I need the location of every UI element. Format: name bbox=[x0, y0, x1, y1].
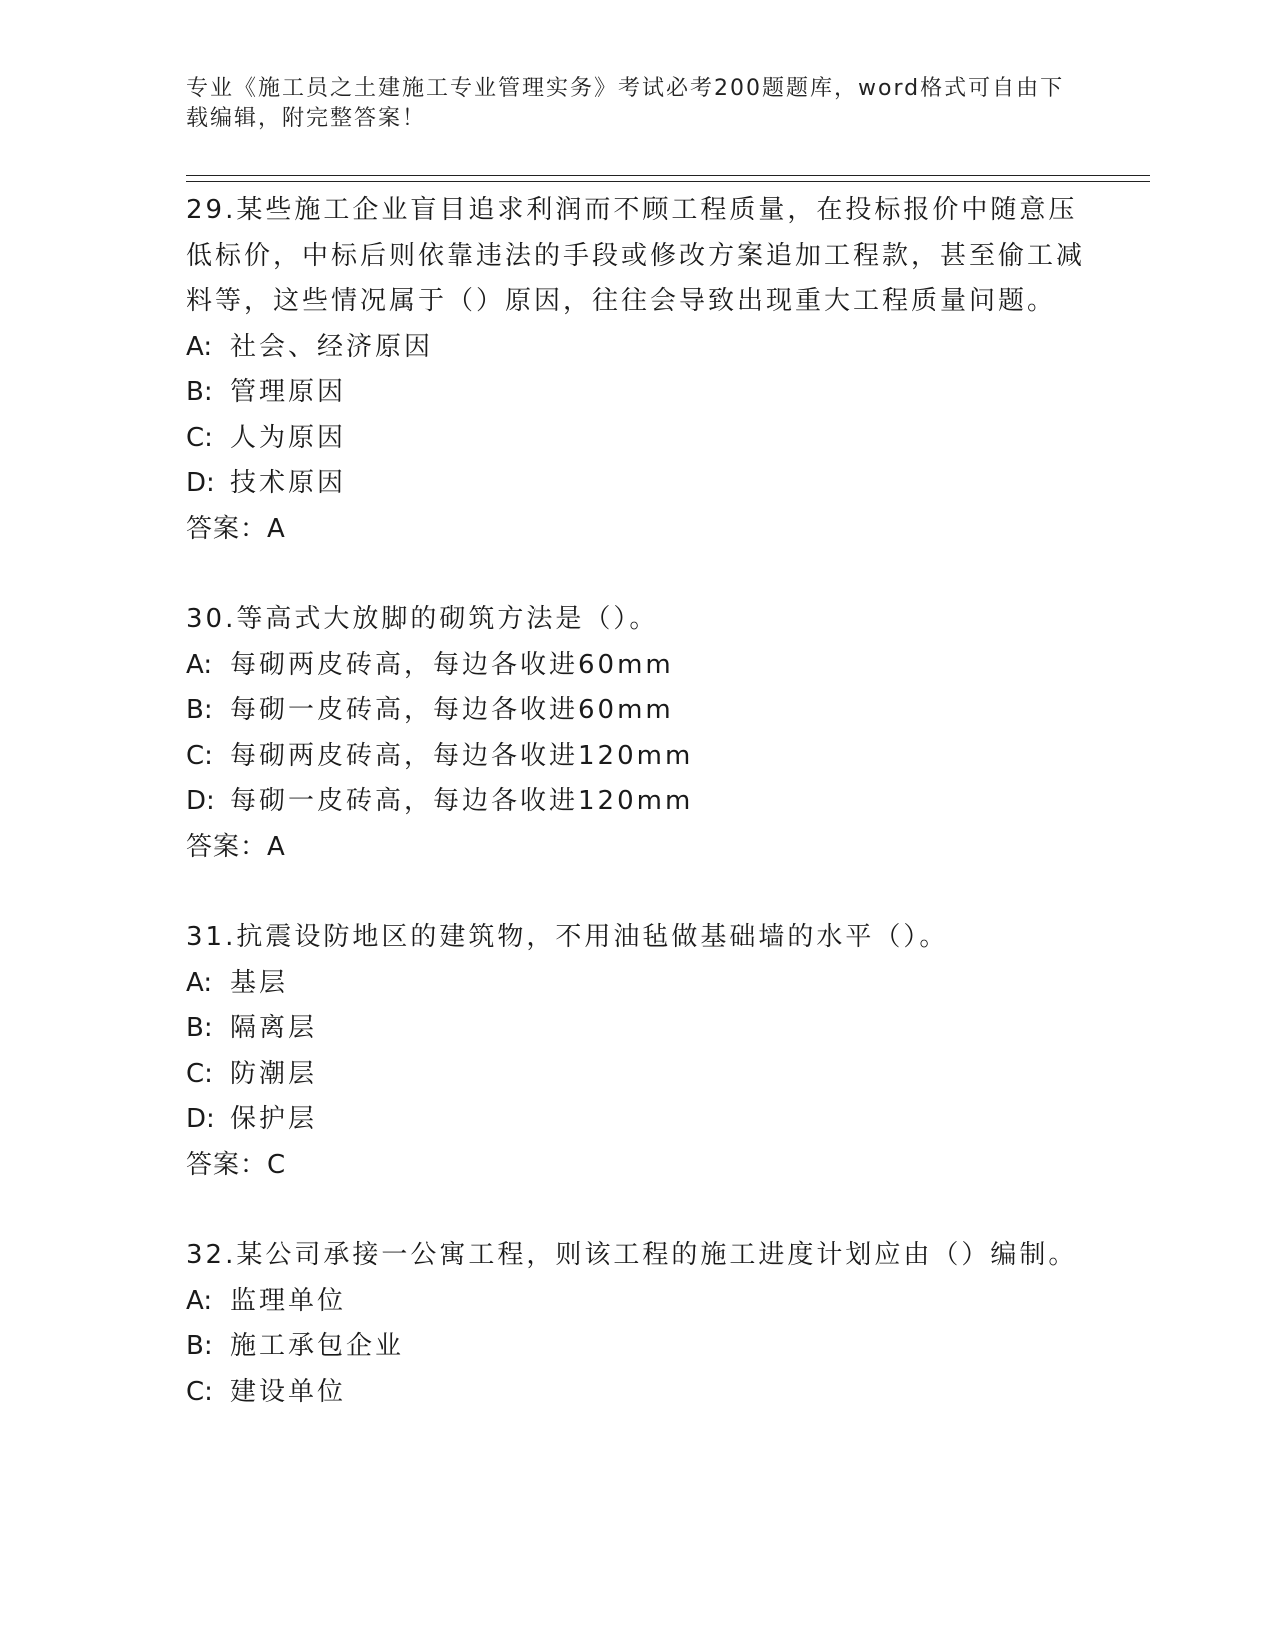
question-stem: 29.某些施工企业盲目追求利润而不顾工程质量，在投标报价中随意压低标价，中标后则依靠违法的手段或修改方案追加工程款，甚至偷工减料等，这些情况属于（）原因，往往会导致出现重大工程质量问题。 bbox=[186, 195, 1086, 316]
option-letter: B: bbox=[186, 377, 213, 407]
option-text: 防潮层 bbox=[230, 1058, 318, 1089]
answer-line: 答案：C bbox=[186, 1149, 287, 1180]
option-letter: C: bbox=[186, 1058, 213, 1089]
option-letter: D: bbox=[186, 468, 215, 498]
option-text: 社会、经济原因 bbox=[230, 331, 434, 362]
option-text: 管理原因 bbox=[230, 377, 347, 407]
option-d bbox=[186, 779, 1086, 825]
question-list bbox=[186, 188, 1086, 1415]
option-text: 基层 bbox=[230, 967, 289, 998]
option-letter: B: bbox=[186, 1331, 213, 1361]
option-a bbox=[186, 961, 1086, 1007]
answer-line: 答案：A bbox=[186, 513, 286, 544]
option-c bbox=[186, 416, 1086, 462]
question-stem: 30.等高式大放脚的砌筑方法是（）。 bbox=[186, 604, 659, 634]
option-text: 每砌一皮砖高，每边各收进120mm bbox=[230, 786, 694, 816]
option-letter: A: bbox=[186, 649, 213, 680]
option-text: 每砌两皮砖高，每边各收进120mm bbox=[230, 740, 694, 771]
option-b bbox=[186, 370, 1086, 416]
option-letter: D: bbox=[186, 1104, 215, 1134]
header-rule-bottom bbox=[186, 181, 1150, 182]
option-b bbox=[186, 1324, 1086, 1370]
option-letter: A: bbox=[186, 967, 213, 998]
option-text: 隔离层 bbox=[230, 1013, 318, 1043]
option-letter: A: bbox=[186, 1285, 213, 1316]
option-c bbox=[186, 1370, 1086, 1416]
option-letter: D: bbox=[186, 786, 215, 816]
question-item bbox=[186, 915, 1086, 1188]
option-letter: C: bbox=[186, 1376, 213, 1407]
option-d bbox=[186, 461, 1086, 507]
option-letter: C: bbox=[186, 422, 213, 453]
question-item bbox=[186, 188, 1086, 552]
option-letter: C: bbox=[186, 740, 213, 771]
option-letter: B: bbox=[186, 695, 213, 725]
option-c bbox=[186, 734, 1086, 780]
option-d bbox=[186, 1097, 1086, 1143]
header-rule-top bbox=[186, 175, 1150, 176]
option-text: 保护层 bbox=[230, 1104, 318, 1134]
question-item bbox=[186, 1233, 1086, 1415]
option-text: 每砌一皮砖高，每边各收进60mm bbox=[230, 695, 674, 725]
question-stem: 32.某公司承接一公寓工程，则该工程的施工进度计划应由（）编制。 bbox=[186, 1240, 1078, 1270]
option-text: 每砌两皮砖高，每边各收进60mm bbox=[230, 649, 674, 680]
option-a bbox=[186, 1279, 1086, 1325]
option-letter: A: bbox=[186, 331, 213, 362]
question-stem: 31.抗震设防地区的建筑物，不用油毡做基础墙的水平（）。 bbox=[186, 922, 949, 952]
option-b bbox=[186, 1006, 1086, 1052]
question-item bbox=[186, 597, 1086, 870]
document-header: 专业《施工员之土建施工专业管理实务》考试必考200题题库，word格式可自由下载编辑，附完整答案！ bbox=[186, 76, 1065, 131]
answer-line: 答案：A bbox=[186, 831, 286, 862]
option-b bbox=[186, 688, 1086, 734]
option-text: 施工承包企业 bbox=[230, 1331, 405, 1361]
option-text: 人为原因 bbox=[230, 422, 347, 453]
option-a bbox=[186, 325, 1086, 371]
option-text: 监理单位 bbox=[230, 1285, 347, 1316]
option-c bbox=[186, 1052, 1086, 1098]
option-text: 建设单位 bbox=[230, 1376, 347, 1407]
option-a bbox=[186, 643, 1086, 689]
option-text: 技术原因 bbox=[230, 468, 347, 498]
option-letter: B: bbox=[186, 1013, 213, 1043]
